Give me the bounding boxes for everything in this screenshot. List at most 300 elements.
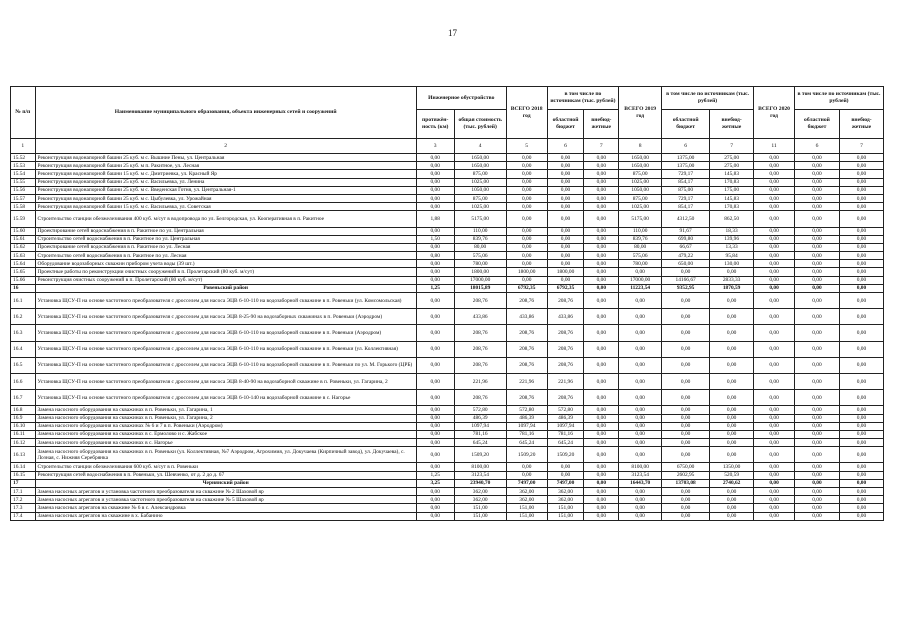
value-cell: 0,00 (662, 293, 710, 309)
value-cell: 0,00 (754, 390, 795, 406)
value-cell: 0,00 (662, 390, 710, 406)
value-cell: 0,00 (839, 447, 883, 463)
value-cell: 645,24 (506, 439, 547, 447)
value-cell: 0,00 (416, 373, 454, 389)
value-cell: 0,00 (584, 479, 619, 487)
value-cell: 1375,00 (662, 154, 710, 162)
value-cell: 208,76 (454, 357, 506, 373)
value-cell: 66,67 (662, 243, 710, 251)
value-cell: 875,00 (454, 170, 506, 178)
table-row (11, 211, 884, 227)
value-cell: 0,00 (839, 284, 883, 292)
value-cell: 0,00 (584, 341, 619, 357)
value-cell: 0,00 (547, 235, 584, 243)
value-cell: 1375,00 (662, 162, 710, 170)
object-name: Замена насосных агрегатов и установка частотного преобразователя на скважине № 5 Шаховой яр (35, 496, 416, 504)
value-cell: 0,00 (754, 479, 795, 487)
row-number: 15.62 (11, 243, 36, 251)
value-cell: 572,80 (454, 406, 506, 414)
value-cell: 1509,20 (454, 447, 506, 463)
value-cell: 0,00 (839, 488, 883, 496)
value-cell: 208,76 (547, 357, 584, 373)
value-cell: 0,00 (794, 471, 839, 479)
object-name: Реконструкция очистных сооружений в п. Пролетарский (80 куб. м/сут) (35, 276, 416, 284)
row-number: 16.4 (11, 341, 36, 357)
value-cell: 0,00 (710, 341, 754, 357)
row-number: 15.65 (11, 268, 36, 276)
value-cell: 0,00 (754, 414, 795, 422)
value-cell: 854,17 (662, 178, 710, 186)
value-cell: 18015,89 (454, 284, 506, 292)
value-cell: 0,00 (839, 341, 883, 357)
value-cell: 110,00 (619, 227, 662, 235)
value-cell: 0,00 (416, 422, 454, 430)
value-cell: 0,00 (584, 194, 619, 202)
value-cell: 0,00 (584, 170, 619, 178)
row-number: 15.55 (11, 178, 36, 186)
value-cell: 0,00 (794, 463, 839, 471)
table-row (11, 170, 884, 178)
value-cell: 0,00 (584, 439, 619, 447)
table-row (11, 194, 884, 202)
value-cell: 5175,00 (454, 211, 506, 227)
value-cell: 208,76 (547, 325, 584, 341)
value-cell: 9352,95 (662, 284, 710, 292)
value-cell: 1,25 (416, 284, 454, 292)
column-number: 1 (11, 139, 36, 154)
row-number: 16.3 (11, 325, 36, 341)
value-cell: 3123,54 (454, 471, 506, 479)
object-name: Строительство сетей водоснабжения в п. Ракитное по ул. Центральная (35, 235, 416, 243)
value-cell: 875,00 (619, 194, 662, 202)
value-cell: 0,00 (619, 422, 662, 430)
value-cell: 0,00 (416, 293, 454, 309)
value-cell: 650,00 (662, 260, 710, 268)
value-cell: 0,00 (416, 325, 454, 341)
value-cell: 0,00 (619, 341, 662, 357)
value-cell: 0,00 (584, 309, 619, 325)
header-name: Наименование муниципального образования, объекта инженерных сетей и сооружений (35, 87, 416, 139)
object-name: Замена насосного оборудования на скважинах в с. Нагорье (35, 439, 416, 447)
district-row (11, 479, 884, 487)
value-cell: 0,00 (710, 422, 754, 430)
row-number: 16.7 (11, 390, 36, 406)
value-cell: 145,83 (710, 170, 754, 178)
row-number: 17.1 (11, 488, 36, 496)
value-cell: 0,00 (584, 504, 619, 512)
value-cell: 5175,00 (619, 211, 662, 227)
value-cell: 0,00 (839, 268, 883, 276)
value-cell: 0,00 (506, 471, 547, 479)
value-cell: 0,00 (839, 430, 883, 438)
value-cell: 0,00 (839, 471, 883, 479)
table-row (11, 447, 884, 463)
value-cell: 1800,00 (506, 268, 547, 276)
value-cell: 0,00 (662, 268, 710, 276)
row-number: 17.3 (11, 504, 36, 512)
table-row (11, 471, 884, 479)
value-cell: 0,00 (839, 390, 883, 406)
object-name: Замена насосных агрегатов на скважине в х. Бабанино (35, 512, 416, 520)
value-cell: 0,00 (619, 414, 662, 422)
value-cell: 362,00 (547, 488, 584, 496)
value-cell: 0,00 (754, 496, 795, 504)
value-cell: 0,00 (839, 293, 883, 309)
value-cell: 0,00 (662, 430, 710, 438)
value-cell: 0,00 (794, 357, 839, 373)
object-name: Реконструкция водонапорной башни 25 куб. м с. Цыбулевка, ул. Урожайная (35, 194, 416, 202)
value-cell: 208,76 (547, 293, 584, 309)
table-row (11, 154, 884, 162)
value-cell: 729,17 (662, 170, 710, 178)
value-cell: 0,00 (794, 293, 839, 309)
value-cell: 645,24 (547, 439, 584, 447)
value-cell: 0,00 (839, 203, 883, 211)
table-row (11, 235, 884, 243)
value-cell: 80,00 (454, 243, 506, 251)
value-cell: 151,00 (547, 504, 584, 512)
value-cell: 0,00 (839, 243, 883, 251)
value-cell: 486,39 (506, 414, 547, 422)
value-cell: 1870,59 (710, 284, 754, 292)
value-cell: 0,00 (584, 235, 619, 243)
value-cell: 0,00 (547, 194, 584, 202)
table-row (11, 227, 884, 235)
value-cell: 0,00 (839, 414, 883, 422)
value-cell: 6792,35 (506, 284, 547, 292)
value-cell: 1650,00 (454, 154, 506, 162)
row-number: 15.54 (11, 170, 36, 178)
value-cell: 362,00 (454, 496, 506, 504)
row-number: 16.14 (11, 463, 36, 471)
value-cell: 0,00 (710, 430, 754, 438)
table-row (11, 325, 884, 341)
value-cell: 208,76 (547, 341, 584, 357)
value-cell: 0,00 (794, 373, 839, 389)
value-cell: 0,00 (794, 496, 839, 504)
value-cell: 0,00 (794, 309, 839, 325)
value-cell: 0,00 (710, 390, 754, 406)
value-cell: 0,00 (416, 178, 454, 186)
value-cell: 145,83 (710, 194, 754, 202)
value-cell: 0,00 (754, 170, 795, 178)
table-row (11, 422, 884, 430)
object-name: Замена насосного оборудования на скважинах в с. Ермолово и с. Жабское (35, 430, 416, 438)
column-number: 11 (754, 139, 795, 154)
value-cell: 0,00 (710, 447, 754, 463)
column-numbers-row (11, 139, 884, 154)
value-cell: 2740,62 (710, 479, 754, 487)
row-number: 16.2 (11, 309, 36, 325)
value-cell: 0,00 (416, 309, 454, 325)
object-name: Замена насосного оборудования на скважинах в п. Ровеньки, ул. Гагарина, 2 (35, 414, 416, 422)
value-cell: 839,76 (454, 235, 506, 243)
value-cell: 1097,94 (454, 422, 506, 430)
value-cell: 0,00 (416, 260, 454, 268)
value-cell: 0,00 (754, 488, 795, 496)
row-number: 15.61 (11, 235, 36, 243)
value-cell: 0,00 (839, 373, 883, 389)
value-cell: 17000,00 (619, 276, 662, 284)
value-cell: 11223,54 (619, 284, 662, 292)
value-cell: 275,00 (710, 154, 754, 162)
value-cell: 362,00 (547, 496, 584, 504)
value-cell: 0,00 (619, 512, 662, 520)
header-total-cost: общая стоимость (тыс. рублей) (454, 110, 506, 139)
value-cell: 0,00 (619, 504, 662, 512)
value-cell: 0,00 (839, 154, 883, 162)
header-length: протяжён-ность (км) (416, 110, 454, 139)
object-name: Установка ЩСУ-П на основе частотного преобразователя с дросселем для насоса ЭЦВ 6-10-140 на водозаборной скважине в с. Нагорье (35, 390, 416, 406)
table-row (11, 496, 884, 504)
value-cell: 0,00 (416, 194, 454, 202)
column-number: 5 (506, 139, 547, 154)
value-cell: 0,00 (839, 439, 883, 447)
value-cell: 0,00 (416, 430, 454, 438)
value-cell: 0,00 (547, 471, 584, 479)
value-cell: 0,00 (619, 373, 662, 389)
value-cell: 0,00 (584, 260, 619, 268)
value-cell: 151,00 (454, 512, 506, 520)
value-cell: 0,00 (839, 512, 883, 520)
value-cell: 0,00 (794, 154, 839, 162)
column-number: 4 (454, 139, 506, 154)
value-cell: 875,00 (619, 170, 662, 178)
value-cell: 0,00 (416, 406, 454, 414)
value-cell: 0,00 (754, 186, 795, 194)
row-number: 16.10 (11, 422, 36, 430)
value-cell: 1800,00 (547, 268, 584, 276)
value-cell: 0,00 (662, 439, 710, 447)
value-cell: 0,00 (662, 406, 710, 414)
value-cell: 0,00 (547, 186, 584, 194)
row-number: 15.63 (11, 252, 36, 260)
value-cell: 486,39 (454, 414, 506, 422)
value-cell: 0,00 (794, 252, 839, 260)
value-cell: 1025,00 (619, 203, 662, 211)
table-row (11, 203, 884, 211)
value-cell: 0,00 (584, 203, 619, 211)
object-name: Замена насосных агрегатов и установка частотного преобразователя на скважине № 2 Шаховой яр (35, 488, 416, 496)
header-num: № п/п (11, 87, 36, 139)
value-cell: 0,00 (584, 178, 619, 186)
value-cell: 0,00 (710, 309, 754, 325)
value-cell: 0,00 (754, 325, 795, 341)
value-cell: 0,00 (794, 243, 839, 251)
value-cell: 151,00 (506, 504, 547, 512)
value-cell: 0,00 (662, 512, 710, 520)
value-cell: 13703,08 (662, 479, 710, 487)
table-row (11, 430, 884, 438)
value-cell: 1025,00 (454, 178, 506, 186)
value-cell: 0,00 (547, 227, 584, 235)
header-total-2020: ВСЕГО 2020 год (754, 87, 795, 139)
value-cell: 362,00 (454, 488, 506, 496)
value-cell: 0,00 (416, 488, 454, 496)
value-cell: 0,00 (619, 390, 662, 406)
value-cell: 0,00 (506, 235, 547, 243)
value-cell: 0,00 (547, 203, 584, 211)
value-cell: 0,00 (839, 178, 883, 186)
value-cell: 1097,94 (506, 422, 547, 430)
value-cell: 6792,35 (547, 284, 584, 292)
value-cell: 0,00 (584, 276, 619, 284)
value-cell: 16443,70 (619, 479, 662, 487)
value-cell: 0,00 (619, 496, 662, 504)
value-cell: 170,83 (710, 203, 754, 211)
column-number: 7 (839, 139, 883, 154)
value-cell: 0,00 (584, 512, 619, 520)
value-cell: 0,00 (794, 488, 839, 496)
table-row (11, 243, 884, 251)
value-cell: 0,00 (584, 414, 619, 422)
value-cell: 0,00 (662, 341, 710, 357)
value-cell: 362,00 (506, 496, 547, 504)
value-cell: 0,00 (794, 406, 839, 414)
value-cell: 1,50 (416, 235, 454, 243)
table-row (11, 268, 884, 276)
value-cell: 0,00 (547, 243, 584, 251)
object-name: Замена насосного оборудования на скважинах в п. Ровеньки, ул. Гагарина, 1 (35, 406, 416, 414)
header-total-2019: ВСЕГО 2019 год (619, 87, 662, 139)
value-cell: 4312,50 (662, 211, 710, 227)
value-cell: 0,00 (416, 170, 454, 178)
value-cell: 0,00 (839, 235, 883, 243)
value-cell: 0,00 (710, 504, 754, 512)
value-cell: 433,86 (454, 309, 506, 325)
value-cell: 0,00 (416, 203, 454, 211)
value-cell: 0,00 (416, 341, 454, 357)
value-cell: 0,00 (416, 390, 454, 406)
value-cell: 0,00 (584, 488, 619, 496)
object-name: Установка ЩСУ-П на основе частотного преобразователя с дросселем для насоса ЭЦВ 6-10-110 на водозаборной скважине в п. Ровеньки (ул. Коллективная) (35, 341, 416, 357)
row-number: 15.52 (11, 154, 36, 162)
object-name: Реконструкция водонапорной башни 15 куб. м с. Дмитриевка, ул. Красный Яр (35, 170, 416, 178)
row-number: 15.57 (11, 194, 36, 202)
value-cell: 0,00 (506, 276, 547, 284)
table-row (11, 390, 884, 406)
value-cell: 0,00 (506, 211, 547, 227)
value-cell: 3123,54 (619, 471, 662, 479)
value-cell: 221,96 (506, 373, 547, 389)
value-cell: 1650,00 (619, 154, 662, 162)
value-cell: 0,00 (584, 243, 619, 251)
value-cell: 0,00 (584, 373, 619, 389)
value-cell: 151,00 (506, 512, 547, 520)
value-cell: 433,86 (547, 309, 584, 325)
value-cell: 208,76 (506, 390, 547, 406)
value-cell: 0,00 (754, 504, 795, 512)
value-cell: 0,00 (794, 194, 839, 202)
value-cell: 0,00 (710, 439, 754, 447)
value-cell: 0,00 (547, 211, 584, 227)
value-cell: 0,00 (416, 186, 454, 194)
value-cell: 0,00 (839, 252, 883, 260)
value-cell: 0,00 (794, 170, 839, 178)
value-cell: 0,00 (619, 488, 662, 496)
row-number: 16.6 (11, 373, 36, 389)
value-cell: 0,00 (754, 471, 795, 479)
value-cell: 0,00 (794, 178, 839, 186)
value-cell: 0,00 (506, 178, 547, 186)
table-row (11, 373, 884, 389)
page-number: 17 (448, 28, 457, 38)
column-number: 6 (794, 139, 839, 154)
value-cell: 362,00 (506, 488, 547, 496)
value-cell: 0,00 (839, 211, 883, 227)
value-cell: 0,00 (584, 162, 619, 170)
value-cell: 0,00 (416, 439, 454, 447)
value-cell: 0,00 (754, 252, 795, 260)
value-cell: 0,00 (754, 235, 795, 243)
object-name: Установка ЩСУ-П на основе частотного преобразователя с дросселем для насоса ЭЦВ 6-10-110 на водозаборной скважине в п. Ровеньки (Аэродром) (35, 325, 416, 341)
value-cell: 0,00 (547, 276, 584, 284)
column-number: 8 (619, 139, 662, 154)
value-cell: 17000,00 (454, 276, 506, 284)
value-cell: 0,00 (547, 162, 584, 170)
object-name: Проектирование сетей водоснабжения в п. Ракитное по ул. Лесная (35, 243, 416, 251)
value-cell: 875,00 (662, 186, 710, 194)
value-cell: 645,24 (454, 439, 506, 447)
table-row (11, 186, 884, 194)
value-cell: 0,00 (416, 463, 454, 471)
value-cell: 0,00 (794, 162, 839, 170)
value-cell: 1650,00 (619, 162, 662, 170)
value-cell: 1,25 (416, 471, 454, 479)
object-name: Реконструкция водонапорной башни 15 куб. м с. Васильевка, ул. Советская (35, 203, 416, 211)
row-number: 15.53 (11, 162, 36, 170)
row-number: 15.59 (11, 211, 36, 227)
value-cell: 479,22 (662, 252, 710, 260)
value-cell: 1,88 (416, 211, 454, 227)
value-cell: 0,00 (754, 512, 795, 520)
row-number: 15.60 (11, 227, 36, 235)
value-cell: 221,96 (547, 373, 584, 389)
value-cell: 0,00 (584, 471, 619, 479)
value-cell: 0,00 (754, 260, 795, 268)
value-cell: 0,00 (754, 430, 795, 438)
value-cell: 0,00 (506, 243, 547, 251)
value-cell: 780,00 (454, 260, 506, 268)
value-cell: 110,00 (454, 227, 506, 235)
column-number: 6 (662, 139, 710, 154)
object-name: Проектные работы по реконструкции очистных сооружений в п. Пролетарский (80 куб. м/сут) (35, 268, 416, 276)
table-row (11, 341, 884, 357)
value-cell: 0,00 (710, 406, 754, 414)
value-cell: 275,00 (710, 162, 754, 170)
value-cell: 854,17 (662, 203, 710, 211)
value-cell: 572,80 (547, 406, 584, 414)
header-nonbudget-2020: внебюд-жетные (839, 110, 883, 139)
value-cell: 0,00 (584, 496, 619, 504)
row-number: 17 (11, 479, 36, 487)
value-cell: 0,00 (839, 504, 883, 512)
header-total-2018: ВСЕГО 2018 год (506, 87, 547, 139)
value-cell: 208,76 (506, 357, 547, 373)
object-name: Замена насосных агрегатов на скважине № 6 в с. Александровка (35, 504, 416, 512)
value-cell: 0,00 (794, 227, 839, 235)
value-cell: 80,00 (619, 243, 662, 251)
object-name: Строительство станции обезжелезивания 400 куб. м/сут в водопровода по ул. Белгородская, ул. Кооперативная в п. Ракитное (35, 211, 416, 227)
value-cell: 8100,00 (619, 463, 662, 471)
value-cell: 575,06 (619, 252, 662, 260)
table-row (11, 357, 884, 373)
object-name: Ровеньский район (35, 284, 416, 292)
row-number: 15.64 (11, 260, 36, 268)
value-cell: 0,00 (794, 430, 839, 438)
value-cell: 0,00 (754, 293, 795, 309)
value-cell: 1050,00 (454, 186, 506, 194)
